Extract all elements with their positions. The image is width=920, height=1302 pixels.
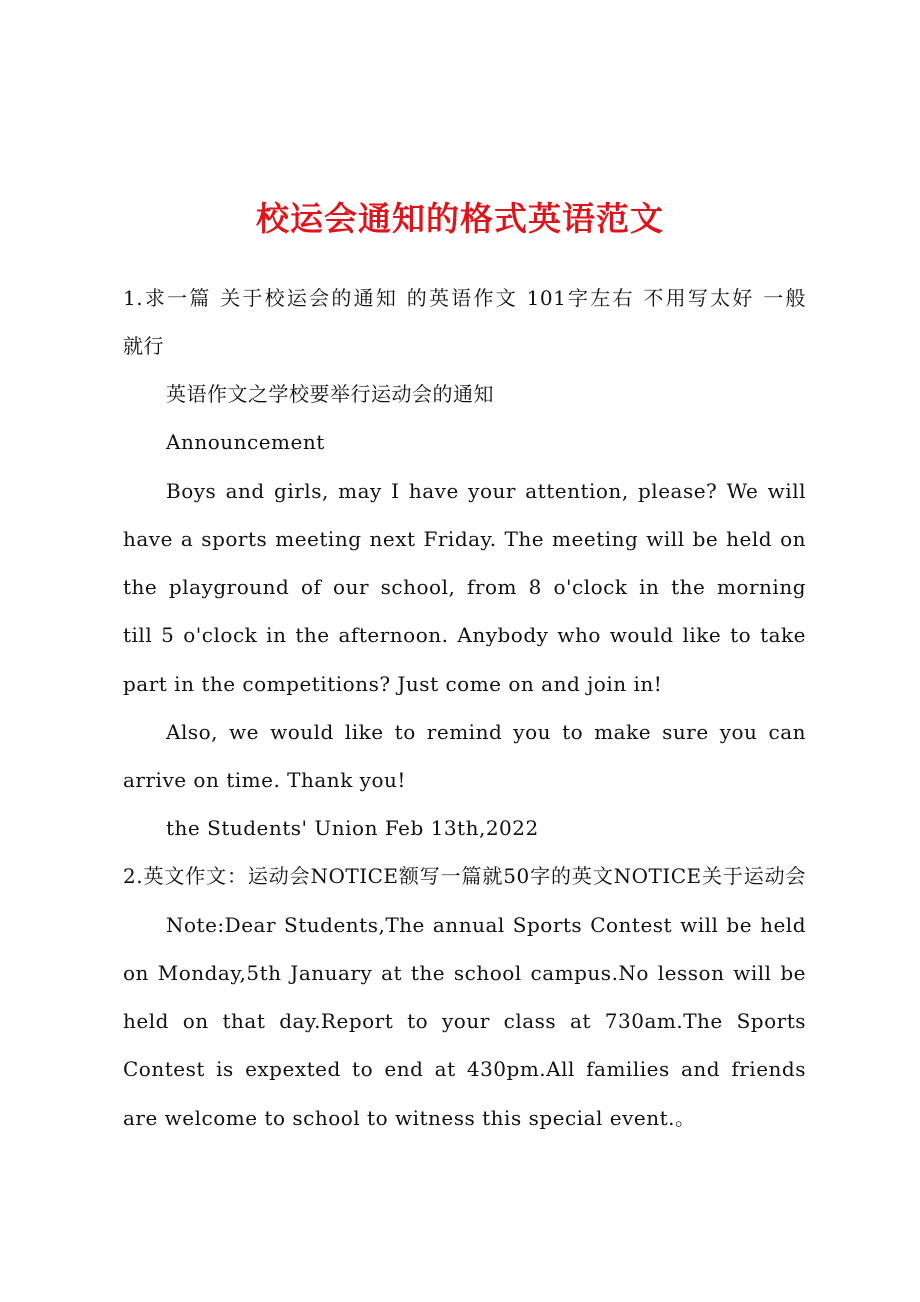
essay-heading: 英语作文之学校要举行运动会的通知 bbox=[166, 382, 494, 406]
question-2-line: 2.英文作文：运动会NOTICE额写一篇就50字的英文NOTICE关于运动会 bbox=[123, 864, 806, 888]
notice-line: Note:Dear Students,The annual Sports Contest will be held bbox=[166, 913, 806, 937]
notice-line: are welcome to school to witness this special event.。 bbox=[123, 1106, 696, 1130]
paragraph-line: part in the competitions? Just come on and join in! bbox=[123, 672, 663, 696]
signature-line: the Students' Union Feb 13th,2022 bbox=[166, 816, 539, 840]
announcement-label: Announcement bbox=[166, 430, 325, 454]
notice-line: held on that day.Report to your class at 730am.The Sports bbox=[123, 1009, 806, 1033]
notice-line: Contest is expexted to end at 430pm.All families and friends bbox=[123, 1057, 806, 1081]
paragraph-line: arrive on time. Thank you! bbox=[123, 768, 406, 792]
paragraph-line: Boys and girls, may I have your attention, please? We will bbox=[166, 479, 806, 503]
paragraph-line: till 5 o'clock in the afternoon. Anybody who would like to take bbox=[123, 623, 806, 647]
question-1-line-1: 1.求一篇 关于校运会的通知 的英语作文 101字左右 不用写太好 一般 bbox=[123, 286, 806, 310]
paragraph-line: the playground of our school, from 8 o'clock in the morning bbox=[123, 575, 806, 599]
notice-line: on Monday,5th January at the school campus.No lesson will be bbox=[123, 961, 806, 985]
question-1-line-2: 就行 bbox=[123, 334, 164, 358]
paragraph-line: Also, we would like to remind you to make sure you can bbox=[166, 720, 806, 744]
paragraph-line: have a sports meeting next Friday. The meeting will be held on bbox=[123, 527, 806, 551]
document-title: 校运会通知的格式英语范文 bbox=[256, 199, 664, 238]
